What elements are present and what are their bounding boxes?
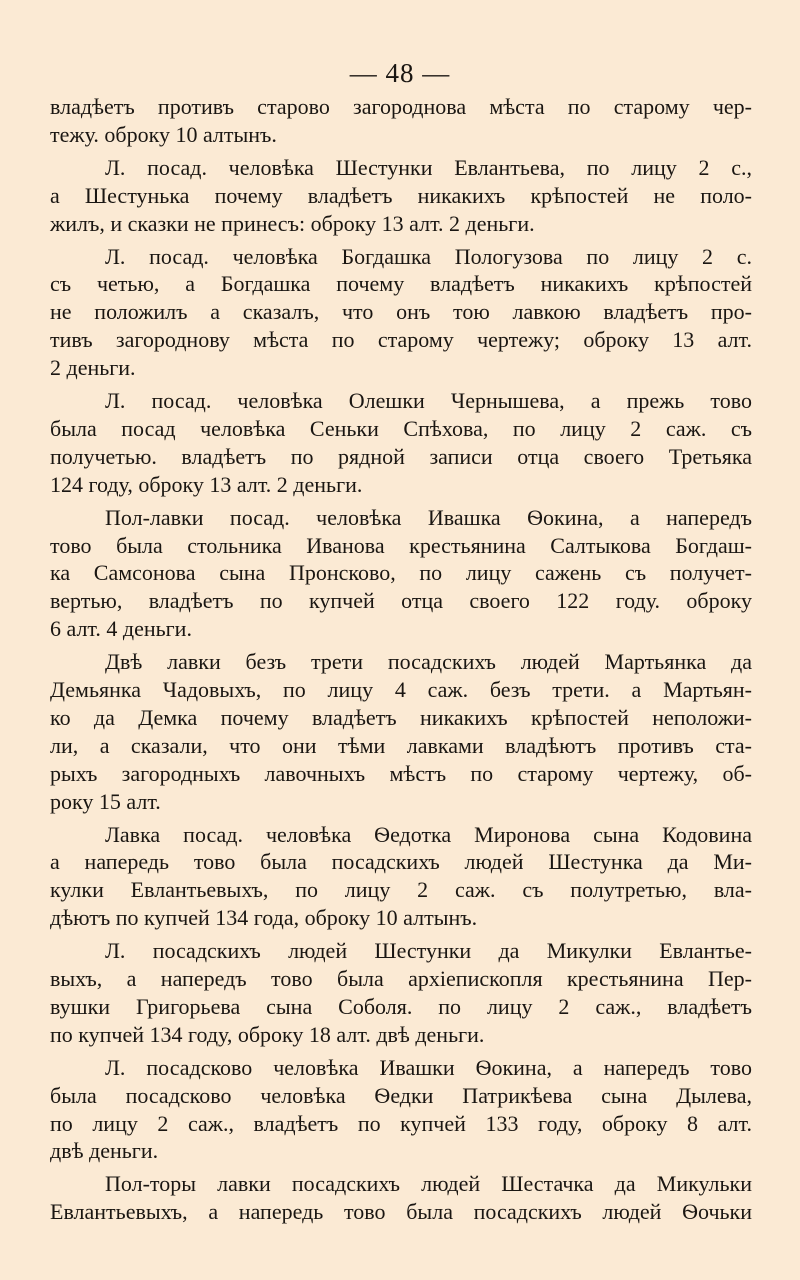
text-line: Л. посадскихъ людей Шестунки да Микулки Евлантье-	[105, 938, 752, 964]
text-line: Евлантьевыхъ, а напередь тово была посадскихъ людей Ѳочьки	[50, 1199, 752, 1225]
text-line: по лицу 2 саж., владѣетъ по купчей 133 году, оброку 8 алт.	[50, 1110, 752, 1136]
text-line: Л. посад. человѣка Шестунки Евлантьева, по лицу 2 с.,	[105, 154, 752, 180]
text-line: ка Самсонова сына Пронсково, по лицу сажень съ получет-	[50, 560, 752, 586]
text-line: Пол-лавки посад. человѣка Ивашка Ѳокина, а напередъ	[105, 504, 752, 530]
text-line: съ четью, а Богдашка почему владѣетъ никакихъ крѣпостей	[50, 271, 752, 297]
text-line: 2 деньги.	[50, 355, 136, 381]
page-number: — 48 —	[349, 58, 451, 88]
text-line: Лавка посад. человѣка Ѳедотка Миронова сына Кодовина	[105, 821, 752, 847]
text-line: ко да Демка почему владѣетъ никакихъ крѣпостей неположи-	[50, 704, 752, 730]
text-line: Пол-торы лавки посадскихъ людей Шестачка да Микульки	[105, 1171, 752, 1197]
text-line: владѣетъ противъ старово загороднова мѣста по старому чер-	[50, 94, 752, 119]
text-line: 124 году, оброку 13 алт. 2 деньги.	[50, 471, 363, 497]
text-line: тивъ загороднову мѣста по старому чертежу; оброку 13 алт.	[50, 327, 752, 353]
text-line: а Шестунька почему владѣетъ никакихъ крѣпостей не поло-	[50, 182, 752, 208]
text-line: выхъ, а напередъ тово была архіепископля крестьянина Пер-	[50, 966, 752, 991]
text-line: кулки Евлантьевыхъ, по лицу 2 саж. съ полутретью, вла-	[50, 877, 752, 903]
text-line: по купчей 134 году, оброку 18 алт. двѣ деньги.	[50, 1021, 485, 1047]
text-line: Двѣ лавки безъ трети посадскихъ людей Мартьянка да	[105, 649, 752, 675]
text-line: тежу. оброку 10 алтынъ.	[50, 121, 277, 147]
text-line: Демьянка Чадовыхъ, по лицу 4 саж. безъ трети. а Мартьян-	[50, 677, 752, 702]
text-line: была посад человѣка Сеньки Спѣхова, по лицу 2 саж. съ	[50, 415, 752, 441]
text-line: ли, а сказали, что они тѣми лавками владѣютъ противъ ста-	[50, 732, 752, 758]
text-line: не положилъ а сказалъ, что онъ тою лавкою владѣетъ про-	[50, 299, 752, 325]
text-line: получетью. владѣетъ по рядной записи отца своего Третьяка	[50, 443, 752, 469]
text-line: рыхъ загородныхъ лавочныхъ мѣстъ по старому чертежу, об-	[50, 760, 752, 786]
text-line: вертью, владѣетъ по купчей отца своего 122 году. оброку	[50, 588, 752, 614]
text-line: тово была стольника Иванова крестьянина Салтыкова Богдаш-	[50, 532, 752, 558]
text-line: вушки Григорьева сына Соболя. по лицу 2 саж., владѣетъ	[50, 993, 752, 1019]
text-line: была посадсково человѣка Ѳедки Патрикѣева сына Дылева,	[50, 1082, 752, 1108]
text-line: року 15 алт.	[50, 788, 161, 814]
text-line: дѣютъ по купчей 134 года, оброку 10 алтынъ.	[50, 905, 478, 931]
text-line: 6 алт. 4 деньги.	[50, 616, 192, 642]
text-line: Л. посадсково человѣка Ивашки Ѳокина, а напередъ тово	[105, 1054, 752, 1080]
text-line: а напередь тово была посадскихъ людей Шестунка да Ми-	[50, 849, 752, 875]
text-line: двѣ деньги.	[50, 1138, 159, 1164]
text-line: жилъ, и сказки не принесъ: оброку 13 алт. 2 деньги.	[50, 210, 535, 236]
text-line: Л. посад. человѣка Богдашка Пологузова по лицу 2 с.	[105, 243, 752, 269]
text-line: Л. посад. человѣка Олешки Чернышева, а прежь тово	[105, 388, 752, 413]
